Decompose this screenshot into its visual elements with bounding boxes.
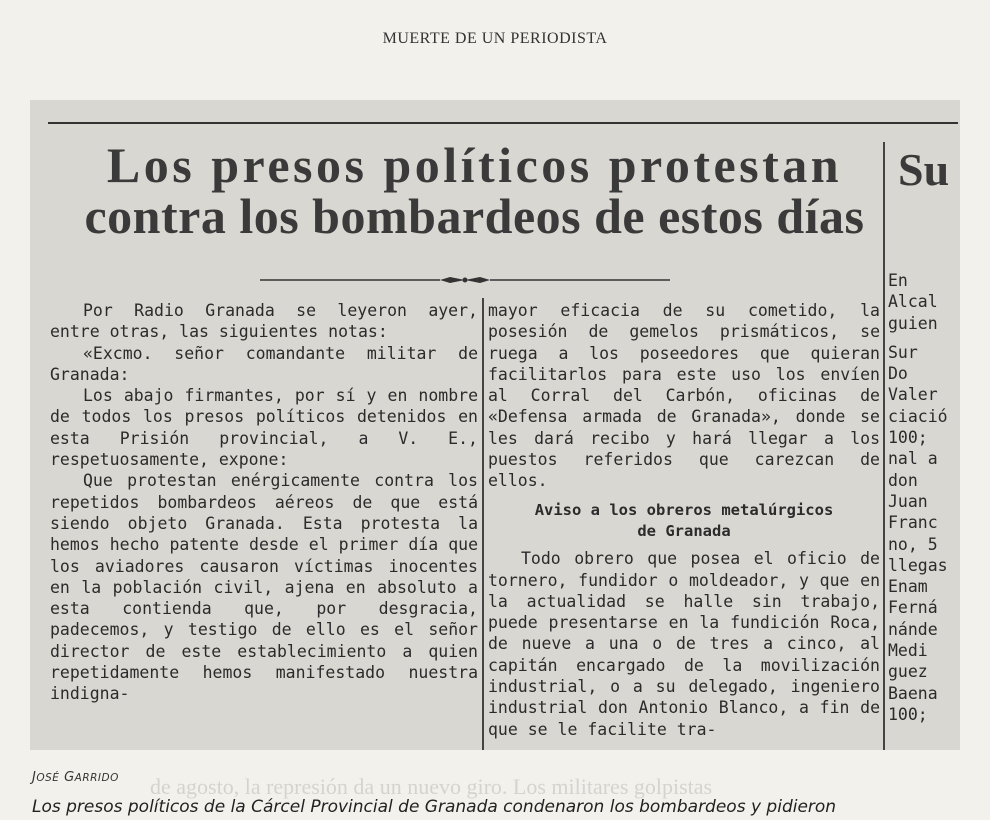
credit-rest: ARRIDO xyxy=(74,772,119,784)
text-fragment: Do xyxy=(888,364,908,384)
running-head: MUERTE DE UN PERIODISTA xyxy=(382,30,608,47)
text-fragment: nánde xyxy=(888,619,938,639)
credit-initial: J xyxy=(32,770,37,785)
paragraph: Por Radio Granada se leyeron ayer, entre otras, las siguientes notas: xyxy=(50,301,478,342)
headline xyxy=(52,137,897,244)
credit-initial: G xyxy=(64,770,75,785)
text-fragment: llegas xyxy=(888,555,948,575)
text-fragment: Franc xyxy=(888,513,938,533)
ornament-rule xyxy=(260,275,670,285)
paragraph: «Excmo. señor comandante militar de Granada: xyxy=(50,343,478,384)
column-divider-right xyxy=(883,142,885,750)
newspaper-clipping xyxy=(30,100,960,750)
paragraph: Que protestan enérgicamente contra los repetidos bombardeos aéreos de que está siendo objeto Granada. Esta protesta la hemos hecho patente desde el primer día que los aviadores causaron víctimas inocentes en la población civil, ajena en absoluto a esta contienda que, por desgracia, padecemos, y testigo de ello es el señor director de este establecimiento a quien repetidamente hemos manifestado nuestra indigna- xyxy=(50,471,478,704)
text-fragment: Valer xyxy=(888,385,938,405)
left-column xyxy=(50,300,478,705)
paragraph: Todo obrero que posea el oficio de tornero, fundidor o moldeador, y que en la actualidad se halle sin trabajo, puede presentarse en la fundición Roca, de nueve a una o de tres a cinco, al capitán encargado de la movilización industrial, o a su delegado, ingeniero industrial don Antonio Blanco, a fin de que se le facilite tra- xyxy=(488,549,880,739)
text-fragment: Sur xyxy=(888,342,918,362)
text-fragment: 100; xyxy=(888,428,928,448)
text-fragment: don xyxy=(888,470,918,490)
paragraph: mayor eficacia de su cometido, la posesión de gemelos prismáticos, se ruega a los poseedores que quieran facilitarlos para este uso los envíen al Corral del Carbón, oficinas de «Defensa armada de Granada», donde se les dará recibo y hará llegar a los puestos referidos que carezcan de ellos. xyxy=(488,301,880,491)
text-fragment: En xyxy=(888,271,908,290)
caption-text: Los presos políticos de la Cárcel Provincial de Granada condenaron los bombardeos y pidieron xyxy=(32,797,837,817)
headline-line-1: Los presos políticos protestan xyxy=(106,137,843,193)
text-fragment: guez xyxy=(888,662,928,682)
right-column-heading: Su xyxy=(898,144,950,195)
headline-line-2: contra los bombardeos de estos días xyxy=(84,188,865,244)
section-heading xyxy=(488,500,880,543)
text-fragment: Baena xyxy=(888,683,938,703)
text-fragment: Juan xyxy=(888,491,928,511)
text-fragment: Alcal xyxy=(888,292,938,312)
section-heading-line-1: Aviso a los obreros metalúrgicos xyxy=(534,500,834,519)
middle-column xyxy=(488,300,880,740)
text-fragment: Enam xyxy=(888,577,928,597)
clipping-top-rule xyxy=(48,122,958,124)
text-fragment: ciació xyxy=(888,406,948,426)
text-fragment: guien xyxy=(888,313,938,333)
paragraph: Los abajo firmantes, por sí y en nombre de todos los presos políticos detenidos en esta Prisión provincial, a V. E., respetuosamente, expone: xyxy=(50,386,478,470)
column-divider xyxy=(482,298,484,750)
bleed-through-text: de agosto, la represión da un nuevo giro. Los militares golpistas xyxy=(150,774,713,799)
right-column-fragment xyxy=(888,140,960,725)
section-heading-line-2: de Granada xyxy=(637,521,731,540)
text-fragment: Medi xyxy=(888,641,928,661)
text-fragment: no, 5 xyxy=(888,534,938,554)
credit-rest: OSÉ xyxy=(36,772,60,784)
text-fragment: Ferná xyxy=(888,598,938,618)
text-fragment: 100; xyxy=(888,704,928,724)
photo-credit xyxy=(32,770,119,785)
text-fragment: nal a xyxy=(888,449,938,469)
